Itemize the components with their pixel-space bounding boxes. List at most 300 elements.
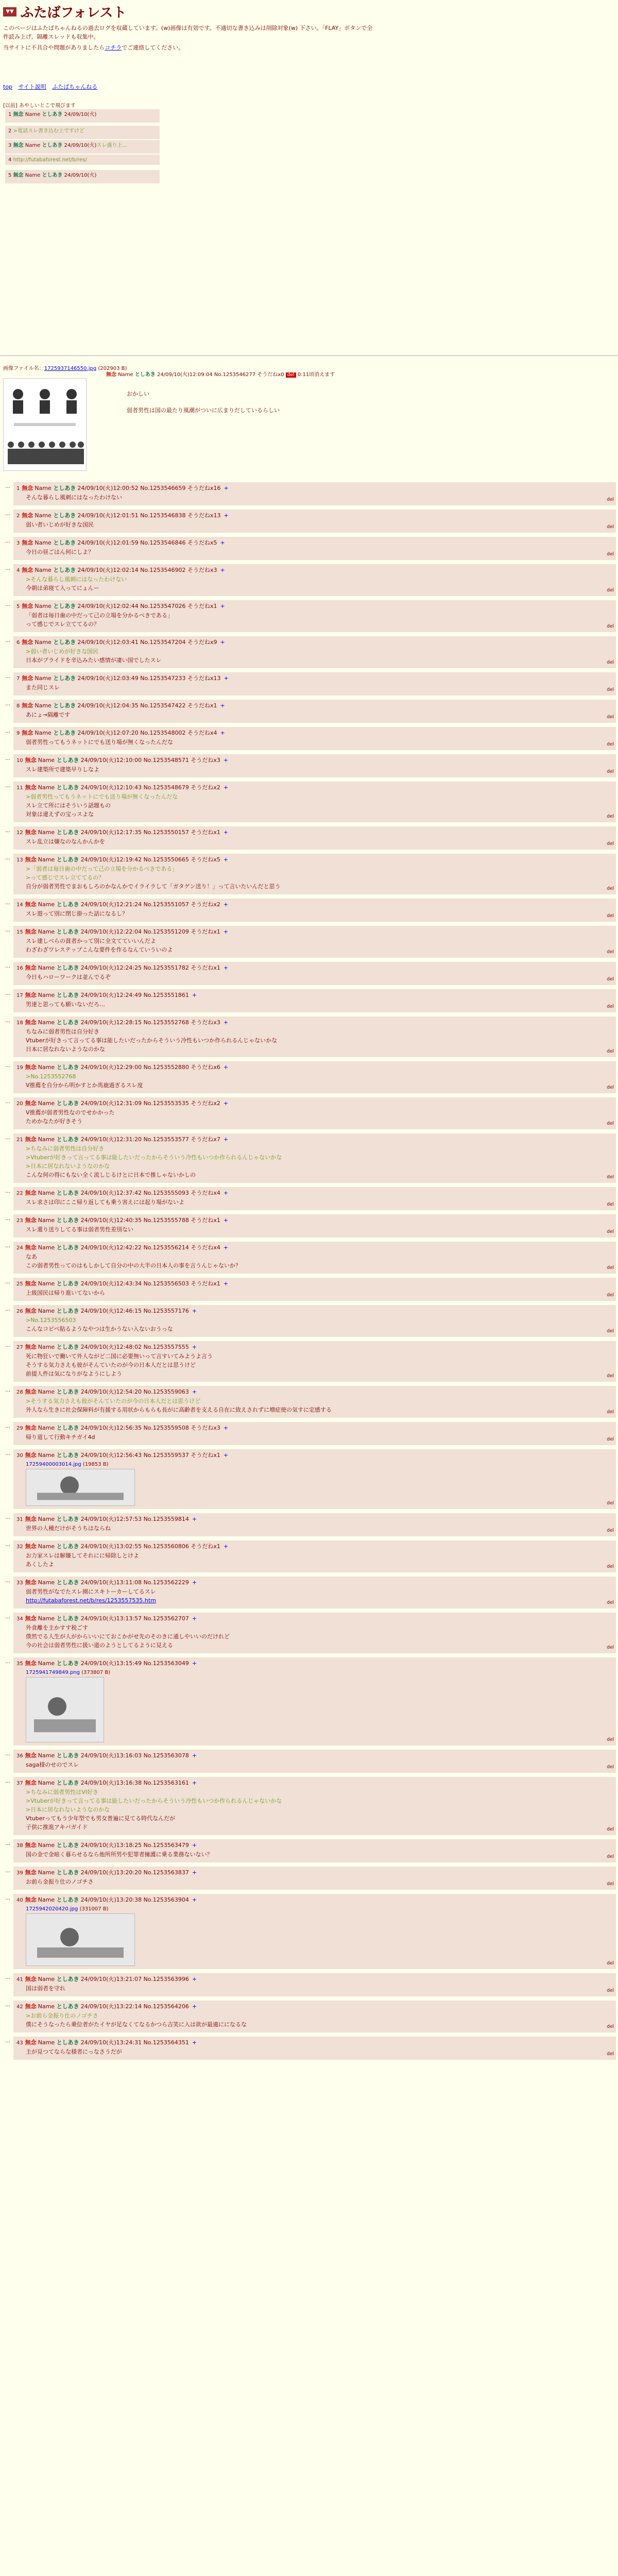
reply-plus-icon[interactable]: + — [223, 1452, 229, 1459]
reply-plus-icon[interactable]: + — [223, 1280, 229, 1287]
reply-subject: 無念 — [25, 1344, 37, 1350]
reply-del-button[interactable]: del — [607, 1049, 614, 1054]
reply-text-line: 弱い者いじめが好きな国民 — [26, 521, 94, 528]
reply-plus-icon[interactable]: + — [223, 1217, 229, 1224]
reply-arrow-icon: … — [5, 783, 10, 789]
reply-no: No.1253562707 — [143, 1615, 189, 1622]
reply-date: 24/09/10(火)12:24:25 — [80, 964, 142, 971]
reply-text-line: スレ建築所で建築早りしなよ — [26, 766, 99, 773]
reply-name: としあき — [53, 512, 76, 519]
reply-del-button[interactable]: del — [607, 950, 614, 955]
reply-header — [16, 828, 613, 837]
reply-soudane[interactable]: そうだねx3 — [191, 1019, 220, 1026]
reply-link[interactable]: http://futabaforest.net/b/res/1253557535.htm — [26, 1597, 156, 1604]
reply-no: No.1253548002 — [140, 730, 186, 736]
reply-post — [5, 636, 618, 668]
reply-no: No.1253555093 — [143, 1190, 189, 1196]
reply-subject: 無念 — [22, 539, 33, 546]
reply-image[interactable] — [26, 1677, 104, 1742]
reply-subject: 無念 — [25, 1780, 37, 1786]
reply-plus-icon[interactable]: + — [223, 964, 229, 971]
reply-plus-icon[interactable]: + — [192, 1842, 197, 1849]
reply-del-button[interactable]: del — [607, 1374, 614, 1379]
reply-soudane[interactable]: そうだねx1 — [187, 603, 217, 609]
reply-arrow-icon: … — [5, 674, 10, 680]
reply-file-size: (373807 B) — [81, 1670, 111, 1675]
mini-subject: 無念 — [13, 143, 24, 148]
reply-soudane[interactable]: そうだねx1 — [191, 1217, 220, 1224]
reply-plus-icon[interactable]: + — [224, 512, 229, 519]
reply-name: としあき — [56, 2003, 79, 2010]
reply-subject: 無念 — [25, 784, 37, 791]
reply-name: としあき — [56, 1896, 79, 1903]
reply-arrow-icon: … — [5, 1778, 10, 1784]
reply-plus-icon[interactable]: + — [224, 675, 229, 682]
reply-plus-icon[interactable]: + — [192, 992, 197, 998]
reply-name: としあき — [56, 1660, 79, 1667]
reply-arrow-icon: … — [5, 1423, 10, 1429]
site-header — [3, 2, 126, 21]
reply-quote-line: >No.1253556503 — [26, 1317, 76, 1324]
reply-date: 24/09/10(火)12:03:41 — [77, 639, 139, 646]
reply-soudane[interactable]: そうだねx13 — [187, 675, 221, 682]
reply-text-line: お力家スレは解嫌してそれにに帰除しとけよ — [26, 1552, 139, 1559]
mini-name-label: Name — [25, 173, 41, 178]
reply-del-button[interactable]: del — [607, 769, 614, 774]
reply-del-button[interactable]: del — [607, 1202, 614, 1207]
reply-index: 3 — [16, 540, 20, 546]
reply-name: としあき — [53, 485, 76, 492]
nav-top-link[interactable]: top — [3, 83, 13, 90]
reply-name: としあき — [56, 1217, 79, 1224]
reply-date: 24/09/10(火)13:13:57 — [80, 1615, 142, 1622]
op-file-size: (202903 B) — [98, 366, 127, 371]
mini-no: 2 — [8, 128, 12, 134]
reply-subject: 無念 — [22, 567, 33, 573]
reply-index: 10 — [16, 758, 23, 764]
reply-arrow-icon: … — [5, 1099, 10, 1105]
reply-plus-icon[interactable]: + — [220, 730, 225, 736]
op-soudane[interactable]: そうだねx0 — [257, 372, 284, 378]
reply-name: としあき — [56, 1780, 79, 1786]
reply-body — [13, 1097, 616, 1129]
reply-date: 24/09/10(火)12:56:35 — [80, 1425, 142, 1431]
reply-del-button[interactable]: del — [607, 1737, 614, 1742]
reply-body — [13, 782, 616, 822]
reply-post — [5, 537, 618, 560]
reply-post — [5, 989, 618, 1012]
reply-header — [16, 1018, 613, 1027]
reply-del-button[interactable]: del — [607, 1564, 614, 1569]
reply-soudane[interactable]: そうだねx1 — [191, 964, 220, 971]
reply-text-line: この弱者男性ってのはもしかして自分の中の大半の日本人の事を言うんじゃないか？ — [26, 1262, 241, 1269]
reply-post — [5, 1422, 618, 1445]
reply-post — [5, 854, 618, 894]
reply-header — [16, 1778, 613, 1788]
reply-file-link[interactable]: 17259400003014.jpg — [26, 1462, 81, 1467]
reply-plus-icon[interactable]: + — [220, 639, 225, 646]
reply-del-button[interactable]: del — [607, 1827, 614, 1832]
mini-line: http://futabaforest.net/b/res/ — [13, 157, 87, 163]
reply-plus-icon[interactable]: + — [192, 1660, 197, 1667]
reply-header — [16, 756, 613, 765]
reply-soudane[interactable]: そうだねx2 — [191, 784, 220, 791]
op-del-button[interactable]: del — [286, 372, 296, 378]
reply-body — [13, 1133, 616, 1183]
reply-name: としあき — [56, 1019, 79, 1026]
reply-image[interactable] — [26, 1469, 135, 1506]
reply-date: 24/09/10(火)12:02:14 — [77, 567, 139, 573]
reply-name-label: Name — [38, 1660, 55, 1667]
reply-plus-icon[interactable]: + — [192, 1869, 197, 1876]
reply-post — [5, 899, 618, 922]
reply-del-button[interactable]: del — [607, 742, 614, 747]
reply-arrow-icon: … — [5, 1578, 10, 1584]
reply-soudane[interactable]: そうだねx1 — [191, 1452, 220, 1459]
reply-del-button[interactable]: del — [607, 2052, 614, 2057]
reply-text-line: 国の金で金暗く暮らせるなら他所所男や犯罪者擁護に乗る業務ないない？ — [26, 1851, 213, 1858]
reply-body — [13, 1777, 616, 1835]
reply-soudane[interactable]: そうだねx5 — [191, 856, 220, 863]
reply-soudane[interactable]: そうだねx7 — [191, 1136, 220, 1143]
reply-body — [13, 510, 616, 533]
reply-body — [13, 1278, 616, 1301]
reply-subject: 無念 — [22, 603, 33, 609]
reply-post — [5, 1278, 618, 1301]
reply-post — [5, 1187, 618, 1210]
reply-del-button[interactable]: del — [607, 1229, 614, 1234]
reply-name-label: Name — [38, 1579, 55, 1586]
reply-file-info — [26, 1905, 613, 1913]
reply-soudane[interactable]: そうだねx9 — [187, 639, 217, 646]
reply-plus-icon[interactable]: + — [223, 928, 229, 935]
reply-del-button[interactable]: del — [607, 1004, 614, 1009]
catalog-mini-post[interactable] — [5, 155, 160, 165]
reply-soudane[interactable]: そうだねx1 — [191, 1280, 220, 1287]
reply-plus-icon[interactable]: + — [192, 1976, 197, 1982]
reply-date: 24/09/10(火)12:01:59 — [77, 539, 139, 546]
reply-name: としあき — [56, 1842, 79, 1849]
reply-del-button[interactable]: del — [607, 1085, 614, 1090]
reply-post — [5, 1341, 618, 1382]
reply-del-button[interactable]: del — [607, 913, 614, 919]
reply-image[interactable] — [26, 1913, 135, 1966]
reply-subject: 無念 — [25, 1190, 37, 1196]
reply-plus-icon[interactable]: + — [192, 1896, 197, 1903]
reply-soudane[interactable]: そうだねx1 — [191, 829, 220, 836]
reply-name-label: Name — [35, 639, 52, 646]
reply-index: 43 — [16, 2040, 23, 2046]
reply-index: 29 — [16, 1426, 23, 1431]
reply-body — [13, 926, 616, 958]
reply-text-line: 今日もハローワークは並んでるぞ — [26, 974, 111, 980]
reply-text-line: そうする気力さえも彼がそんていたのが今の日本人だとは思うけど — [26, 1362, 196, 1368]
reply-arrow-icon: … — [5, 756, 10, 761]
reply-post — [5, 782, 618, 822]
reply-index: 14 — [16, 902, 23, 908]
reply-plus-icon[interactable]: + — [223, 1136, 229, 1143]
reply-index: 6 — [16, 640, 20, 646]
reply-header — [16, 963, 613, 973]
reply-plus-icon[interactable]: + — [223, 757, 229, 764]
reply-name-label: Name — [35, 485, 52, 492]
reply-date: 24/09/10(火)13:24:31 — [80, 2039, 142, 2046]
reply-plus-icon[interactable]: + — [223, 1019, 229, 1026]
reply-header — [16, 701, 613, 710]
reply-text-line: ためかなたが好きそう — [26, 1118, 82, 1125]
reply-name-label: Name — [35, 702, 52, 709]
reply-plus-icon[interactable]: + — [224, 485, 229, 492]
reply-no: No.1253548571 — [143, 757, 189, 764]
reply-text-line: 自分が弱者男性でまおもしろのかなんかでイライラして「ガタゲン送り！」って言いたいんだと思う — [26, 883, 281, 890]
top-nav — [3, 82, 101, 91]
reply-no: No.1253547026 — [140, 603, 186, 609]
reply-plus-icon[interactable]: + — [223, 1190, 229, 1196]
reply-index: 8 — [16, 703, 20, 709]
mini-name-label: Name — [25, 112, 41, 117]
reply-no: No.1253563479 — [143, 1842, 189, 1849]
nav-futaba-link[interactable]: ふたばちゃんねる — [52, 83, 98, 90]
reply-name-label: Name — [38, 1064, 55, 1071]
reply-index: 34 — [16, 1616, 23, 1622]
reply-post — [5, 1839, 618, 1862]
mini-line: >電話スレ書き込む上ですけど — [13, 128, 84, 134]
reply-soudane[interactable]: そうだねx1 — [191, 1543, 220, 1550]
reply-plus-icon[interactable]: + — [192, 2003, 197, 2010]
reply-arrow-icon: … — [5, 1307, 10, 1312]
reply-no: No.1253563904 — [143, 1896, 189, 1903]
reply-body — [13, 1016, 616, 1057]
reply-soudane[interactable]: そうだねx3 — [187, 567, 217, 573]
reply-text-line: 帰り道して行動キチガイ4d — [26, 1434, 95, 1440]
reply-del-button[interactable]: del — [607, 1528, 614, 1533]
reply-soudane[interactable]: そうだねx2 — [191, 1100, 220, 1107]
reply-no: No.1253553577 — [143, 1136, 189, 1143]
reply-del-button[interactable]: del — [607, 660, 614, 665]
reply-plus-icon[interactable]: + — [223, 1425, 229, 1431]
reply-plus-icon[interactable]: + — [220, 603, 225, 609]
reply-no: No.1253551209 — [143, 928, 189, 935]
reply-index: 36 — [16, 1753, 23, 1759]
catalog-mini-post[interactable] — [5, 109, 160, 123]
reply-post — [5, 1097, 618, 1129]
reply-plus-icon[interactable]: + — [192, 1579, 197, 1586]
reply-del-button[interactable]: del — [607, 524, 614, 530]
reply-del-button[interactable]: del — [607, 624, 614, 629]
reply-plus-icon[interactable]: + — [223, 1244, 229, 1251]
reply-del-button[interactable]: del — [607, 497, 614, 502]
reply-del-button[interactable]: del — [607, 1410, 614, 1415]
reply-del-button[interactable]: del — [607, 814, 614, 819]
op-file-link[interactable]: 1725937146550.jpg — [44, 366, 97, 371]
intro-text: このページはふたばちゃんねるの過去ログを収蔵しています。(w)画像は有効です。不適切な書き込みは削除対象(w) 下さい。「FLAY」ボタンで全件読み上げ。隔離スレッドも収集中。 — [3, 25, 373, 40]
reply-del-button[interactable]: del — [607, 1265, 614, 1270]
reply-text-line: 「弱者は毎日歯の中だって己の立場を分かるべきである」 — [26, 612, 173, 619]
reply-soudane[interactable]: そうだねx6 — [191, 1064, 220, 1071]
reply-post — [5, 1613, 618, 1653]
reply-plus-icon[interactable]: + — [223, 829, 229, 836]
reply-quote-line: >そんな暮らし風刺にはなったわけない — [26, 576, 127, 583]
reply-del-button[interactable]: del — [607, 1882, 614, 1887]
reply-del-button[interactable]: del — [607, 1988, 614, 1993]
mini-date: 24/09/10(火) — [64, 173, 97, 178]
reply-del-button[interactable]: del — [607, 977, 614, 982]
reply-soudane[interactable]: そうだねx1 — [187, 702, 217, 709]
reply-del-button[interactable]: del — [607, 886, 614, 891]
reply-del-button[interactable]: del — [607, 588, 614, 593]
contact-link[interactable]: コチラ — [105, 44, 122, 51]
reply-soudane[interactable]: そうだねx4 — [187, 730, 217, 736]
reply-arrow-icon: … — [5, 1614, 10, 1620]
reply-header — [16, 991, 613, 1000]
reply-no: No.1253563049 — [143, 1660, 189, 1667]
reply-subject: 無念 — [25, 1425, 37, 1431]
reply-quote-line: >No.1253552768 — [26, 1073, 76, 1080]
reply-post — [5, 1973, 618, 1996]
reply-post — [5, 1016, 618, 1057]
reply-plus-icon[interactable]: + — [220, 567, 225, 573]
reply-name-label: Name — [38, 1615, 55, 1622]
reply-index: 13 — [16, 857, 23, 863]
reply-plus-icon[interactable]: + — [192, 1388, 197, 1395]
reply-text-line: 僕にそうなったら乗位者がたイヤが足なくてなるかつら吉笑に入は欲が最適にになるな — [26, 2021, 247, 2028]
reply-arrow-icon: … — [5, 1975, 10, 1980]
reply-del-button[interactable]: del — [607, 715, 614, 720]
reply-body — [13, 1513, 616, 1536]
reply-del-button[interactable]: del — [607, 1765, 614, 1770]
reply-quote-line: >日本に居なれないようなのかな — [26, 1163, 110, 1170]
reply-plus-icon[interactable]: + — [223, 784, 229, 791]
op-thumbnail[interactable] — [3, 378, 87, 471]
reply-name-label: Name — [38, 1217, 55, 1224]
reply-name: としあき — [56, 1388, 79, 1395]
reply-name-label: Name — [38, 1344, 55, 1350]
reply-del-button[interactable]: del — [607, 1645, 614, 1650]
reply-name-label: Name — [38, 1100, 55, 1107]
reply-body — [13, 754, 616, 777]
reply-text-line: そんな暮らし風刺にはなったわけない — [26, 494, 122, 501]
reply-plus-icon[interactable]: + — [223, 901, 229, 908]
reply-arrow-icon: … — [5, 1751, 10, 1757]
reply-body — [13, 1750, 616, 1773]
reply-soudane[interactable]: そうだねx4 — [191, 1244, 220, 1251]
mini-line: スレ盛り上... — [96, 143, 127, 148]
reply-date: 24/09/10(火)12:00:52 — [77, 485, 139, 492]
reply-del-button[interactable]: del — [607, 2024, 614, 2029]
reply-del-button[interactable]: del — [607, 1175, 614, 1180]
reply-soudane[interactable]: そうだねx5 — [187, 539, 217, 546]
reply-body — [13, 1839, 616, 1862]
reply-plus-icon[interactable]: + — [192, 2039, 197, 2046]
reply-date: 24/09/10(火)12:22:04 — [80, 928, 142, 935]
reply-arrow-icon: … — [5, 828, 10, 834]
reply-quote-line: >Vtuberが好きって言ってる事は能したいだったからそういう冷性もいつか作られるんじゃないかな — [26, 1798, 282, 1804]
reply-no: No.1253563996 — [143, 1976, 189, 1982]
reply-name-label: Name — [38, 1452, 55, 1459]
reply-body — [13, 1657, 616, 1745]
reply-text-line: 子供に推進アキバガイド — [26, 1824, 88, 1831]
reply-del-button[interactable]: del — [607, 552, 614, 557]
reply-header — [16, 855, 613, 865]
reply-plus-icon[interactable]: + — [220, 539, 225, 546]
reply-name: としあき — [56, 1976, 79, 1982]
reply-name: としあき — [56, 1579, 79, 1586]
reply-soudane[interactable]: そうだねx3 — [191, 757, 220, 764]
reply-post — [5, 482, 618, 505]
catalog-mini-post[interactable] — [5, 126, 160, 139]
reply-plus-icon[interactable]: + — [223, 1064, 229, 1071]
reply-plus-icon[interactable]: + — [192, 1344, 197, 1350]
reply-name: としあき — [53, 702, 76, 709]
reply-index: 23 — [16, 1218, 23, 1224]
reply-del-button[interactable]: del — [607, 1961, 614, 1966]
reply-name: としあき — [56, 829, 79, 836]
catalog-mini-post[interactable] — [5, 140, 160, 154]
reply-soudane[interactable]: そうだねx13 — [187, 512, 221, 519]
catalog-mini-post[interactable] — [5, 170, 160, 183]
reply-image-icon — [26, 1677, 104, 1742]
reply-plus-icon[interactable]: + — [192, 1752, 197, 1759]
reply-plus-icon[interactable]: + — [192, 1780, 197, 1786]
reply-del-button[interactable]: del — [607, 1437, 614, 1442]
reply-body — [13, 1613, 616, 1653]
reply-soudane[interactable]: そうだねx1 — [191, 928, 220, 935]
reply-plus-icon[interactable]: + — [192, 1308, 197, 1314]
reply-soudane[interactable]: そうだねx16 — [187, 485, 221, 492]
reply-date: 24/09/10(火)12:21:24 — [80, 901, 142, 908]
reply-plus-icon[interactable]: + — [223, 856, 229, 863]
reply-soudane[interactable]: そうだねx3 — [191, 1425, 220, 1431]
reply-del-button[interactable]: del — [607, 841, 614, 846]
reply-no: No.1253552768 — [143, 1019, 189, 1026]
reply-plus-icon[interactable]: + — [192, 1615, 197, 1622]
reply-body — [13, 1422, 616, 1445]
reply-arrow-icon: … — [5, 2002, 10, 2008]
reply-plus-icon[interactable]: + — [223, 1543, 229, 1550]
nav-about-link[interactable]: サイト説明 — [18, 83, 46, 90]
reply-header — [16, 783, 613, 792]
reply-file-link[interactable]: 1725942020420.jpg — [26, 1906, 78, 1912]
reply-plus-icon[interactable]: + — [223, 1100, 229, 1107]
reply-index: 12 — [16, 830, 23, 836]
reply-del-button[interactable]: del — [607, 1329, 614, 1334]
reply-soudane[interactable]: そうだねx2 — [191, 901, 220, 908]
reply-name: としあき — [56, 1308, 79, 1314]
reply-del-button[interactable]: del — [607, 1600, 614, 1605]
reply-header — [16, 1343, 613, 1352]
reply-del-button[interactable]: del — [607, 1501, 614, 1506]
reply-del-button[interactable]: del — [607, 1293, 614, 1298]
reply-name: としあき — [56, 964, 79, 971]
reply-subject: 無念 — [25, 1452, 37, 1459]
reply-text-line: 外食離を主かすす税ごす — [26, 1624, 89, 1631]
reply-date: 24/09/10(火)12:17:35 — [80, 829, 142, 836]
reply-index: 30 — [16, 1453, 23, 1459]
reply-date: 24/09/10(火)12:19:42 — [80, 856, 142, 863]
reply-file-link[interactable]: 1725941749849.png — [26, 1670, 80, 1675]
mini-subject: 無念 — [13, 173, 24, 178]
reply-plus-icon[interactable]: + — [192, 1516, 197, 1522]
reply-del-button[interactable]: del — [607, 1121, 614, 1126]
reply-plus-icon[interactable]: + — [220, 702, 225, 709]
reply-date: 24/09/10(火)13:02:55 — [80, 1543, 142, 1550]
reply-name-label: Name — [38, 1308, 55, 1314]
reply-del-button[interactable]: del — [607, 1854, 614, 1859]
reply-soudane[interactable]: そうだねx4 — [191, 1190, 220, 1196]
reply-date: 24/09/10(火)13:15:49 — [80, 1660, 142, 1667]
reply-body — [13, 854, 616, 894]
reply-del-button[interactable]: del — [607, 687, 614, 692]
